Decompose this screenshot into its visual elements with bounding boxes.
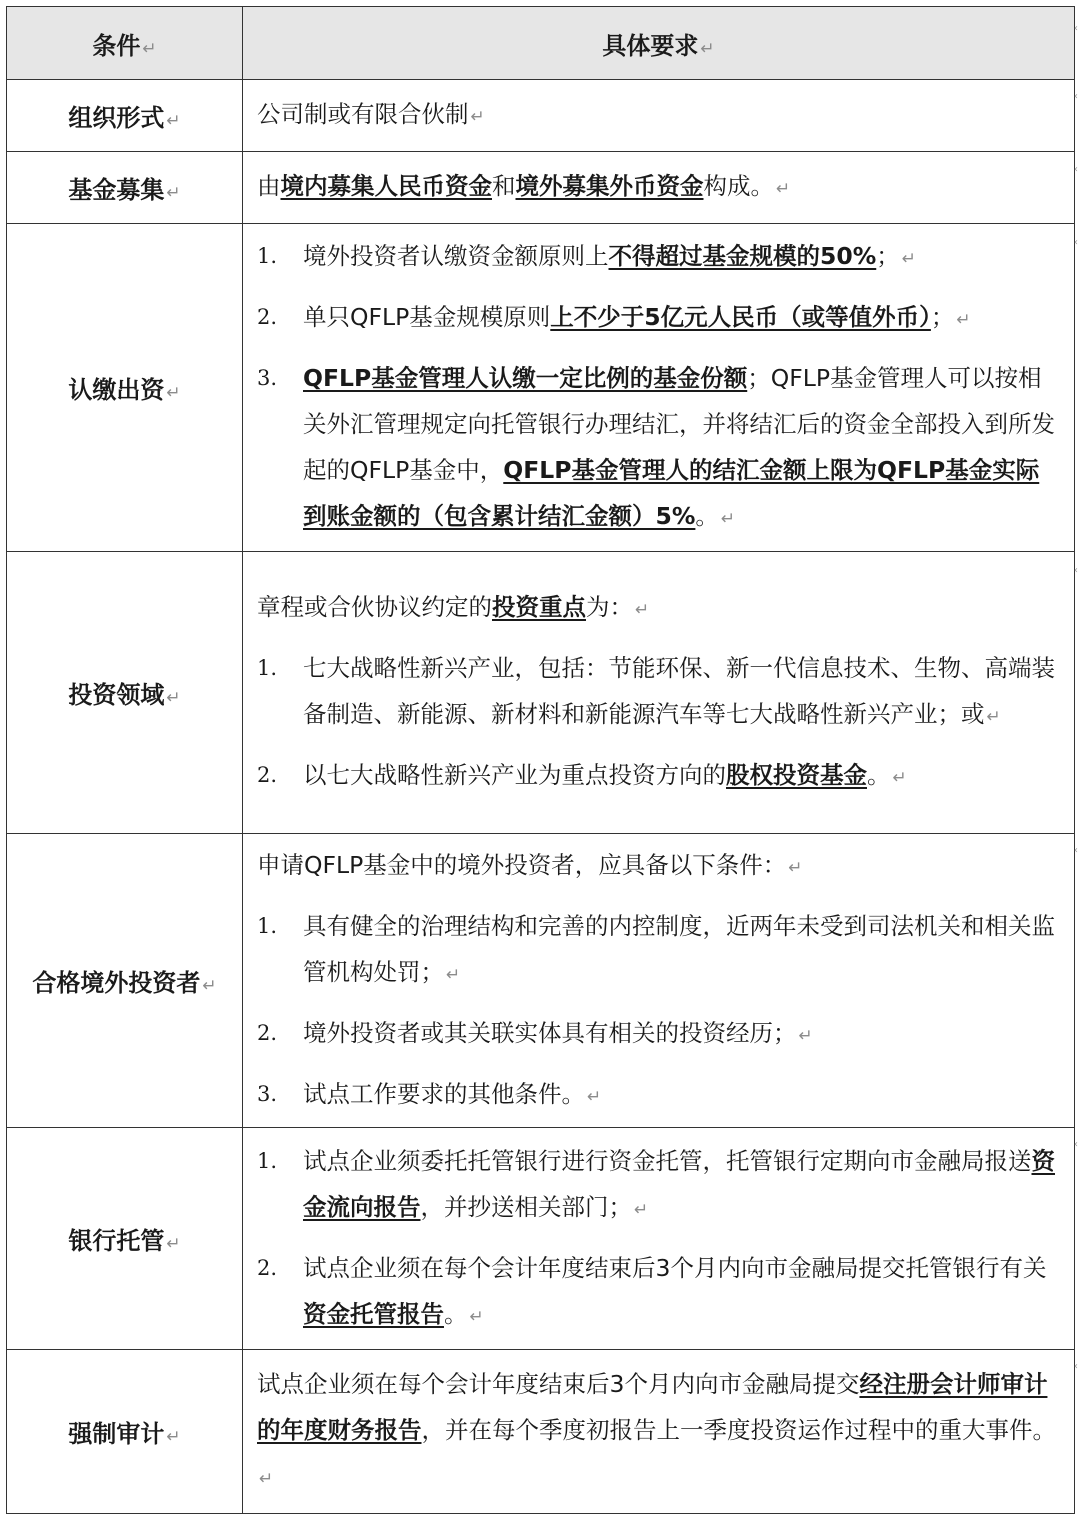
text-run: 试点企业须委托托管银行进行资金托管，托管银行定期向市金融局报送 [303,1146,1032,1175]
list-item [257,903,1062,998]
list-item-text [303,752,1062,801]
edge-marker: ‹ [1074,565,1078,576]
list-number: 1. [257,1148,278,1173]
list-item [257,1071,1062,1120]
condition-cell [7,1350,243,1514]
paragraph-mark: ↵ [901,249,916,269]
paragraph-mark: ↵ [587,1086,602,1107]
requirement-cell [243,152,1075,224]
list-item [257,294,1062,343]
list-item-text [303,1138,1062,1233]
paragraph [257,1361,1062,1502]
paragraph-spacing [257,282,1062,294]
list-number: 1. [257,656,278,680]
requirement-cell [243,1350,1075,1514]
condition-label: 组织形式 [68,104,165,132]
requirement-cell [243,1128,1075,1350]
condition-cell [7,1128,243,1350]
emphasis-text: 资金托管报告 [303,1299,444,1328]
paragraph-spacing [257,633,1062,645]
list-item-text [303,1010,1062,1059]
table-row [7,80,1075,152]
edge-marker: ‹ [1074,237,1078,248]
condition-label: 认缴出资 [68,376,165,404]
requirement-cell [243,552,1075,834]
paragraph-mark: ↵ [202,976,217,996]
list-number: 1. [257,244,278,268]
list-item-text [303,1071,1062,1120]
edge-marker: ‹ [1074,1139,1078,1150]
text-run: 公司制或有限合伙制 [257,100,469,128]
requirement-cell [243,224,1075,552]
paragraph-mark: ↵ [469,1306,484,1327]
header-row [7,7,1075,80]
condition-cell [7,552,243,834]
paragraph-mark: ↵ [142,38,157,59]
paragraph-spacing [257,343,1062,355]
requirements-table [6,6,1075,1514]
table-row [7,224,1075,552]
text-run: 和 [492,172,516,200]
text-run: 七大战略性新兴产业，包括：节能环保、新一代信息技术、生物、高端装备制造、新能源、新材料和新能源汽车等七大战略性新兴产业；或 [303,654,1055,728]
emphasis-text: 不得超过基金规模的50% [608,242,877,270]
edge-marker: ‹ [1074,845,1078,856]
header-condition: 条件 ↵ [7,7,243,80]
emphasis-text: 上不少于5亿元人民币（或等值外币） [550,303,931,331]
paragraph-mark: ↵ [166,688,181,708]
text-run: ，并在每个季度初报告上一季度投资运作过程中的重大事件。 [421,1416,1056,1444]
requirement-cell [243,80,1075,152]
list-item [257,645,1062,740]
emphasis-text: 投资重点 [492,593,586,621]
paragraph-mark: ↵ [166,111,181,131]
requirement-cell [243,834,1075,1128]
text-run: ； [930,303,955,331]
list-number: 2. [257,1255,278,1280]
emphasis-text: 境外募集外币资金 [515,172,704,200]
list-item-text [303,1245,1062,1340]
list-number: 3. [257,366,278,390]
header-requirement: 具体要求 ↵ [243,7,1075,80]
text-run: 境外投资者认缴资金额原则上 [303,242,609,270]
paragraph-spacing [257,998,1062,1010]
list-item [257,233,1062,282]
condition-label: 强制审计 [68,1420,165,1448]
text-run: 以七大战略性新兴产业为重点投资方向的 [303,761,726,789]
paragraph-mark: ↵ [956,310,971,330]
list-item [257,1138,1062,1233]
paragraph-mark: ↵ [788,857,803,878]
paragraph-mark: ↵ [700,38,715,59]
paragraph-spacing [257,1233,1062,1245]
edge-marker: ‹ [1074,91,1078,102]
list-number: 1. [257,913,278,938]
emphasis-text: 境内募集人民币资金 [280,172,492,200]
condition-cell [7,152,243,224]
edge-marker: ‹ [1074,23,1078,34]
paragraph-mark: ↵ [776,179,791,199]
table-row [7,552,1075,834]
list-item-text [303,645,1062,740]
condition-label: 投资领域 [68,681,165,709]
paragraph-mark: ↵ [446,964,461,985]
list-item-text [303,294,1062,343]
text-run: 具有健全的治理结构和完善的内控制度，近两年未受到司法机关和相关监管机构处罚； [303,911,1055,986]
paragraph-spacing [257,740,1062,752]
emphasis-text: QFLP基金管理人认缴一定比例的基金份额 [303,364,748,392]
paragraph-mark: ↵ [798,1025,813,1046]
paragraph-mark: ↵ [634,1199,649,1220]
text-run: ；QFLP基金管理人可以按相关外汇管理规定向托管银行办理结汇，并将结汇后的资金全部投入到所发起的QFLP基金中， [303,364,1055,484]
paragraph-mark: ↵ [166,183,181,203]
text-run: 试点企业须在每个会计年度结束后3个月内向市金融局提交托管银行有关 [303,1253,1047,1282]
emphasis-text: 股权投资基金 [726,761,867,789]
text-run: 章程或合伙协议约定的 [257,593,492,621]
list-item-text [303,233,1062,282]
list-number: 2. [257,1020,278,1045]
paragraph-mark: ↵ [166,1234,181,1254]
condition-label: 银行托管 [68,1227,165,1255]
emphasis-text: 资金流向报告 [303,1146,1055,1221]
text-run: ，并抄送相关部门； [420,1192,632,1221]
condition-label: 合格境外投资者 [32,969,201,997]
paragraph-mark: ↵ [720,509,736,529]
table-body [7,80,1075,1514]
list-item [257,355,1062,542]
paragraph-mark: ↵ [166,383,181,403]
text-run: ； [876,242,900,270]
paragraph-spacing [257,1059,1062,1071]
text-run: 。 [444,1299,468,1328]
list-number: 3. [257,1081,278,1106]
text-run: 。 [867,761,891,789]
condition-label: 基金募集 [68,176,165,204]
list-item-text [303,903,1062,998]
text-run: 试点工作要求的其他条件。 [303,1079,585,1108]
paragraph [257,91,1062,140]
table-row [7,1350,1075,1514]
paragraph-mark: ↵ [166,1427,181,1447]
edge-marker: ‹ [1074,1361,1078,1372]
paragraph-spacing [257,891,1062,903]
text-run: 。 [695,502,719,530]
paragraph-mark: ↵ [635,600,650,620]
condition-cell [7,834,243,1128]
list-item [257,1245,1062,1340]
text-run: 单只QFLP基金规模原则 [303,303,551,331]
text-run: 为： [586,593,633,621]
table-row [7,152,1075,224]
list-number: 2. [257,305,278,329]
condition-cell [7,224,243,552]
paragraph-mark: ↵ [259,1469,274,1489]
table-row [7,834,1075,1128]
text-run: 由 [257,172,281,200]
paragraph-mark: ↵ [892,768,907,788]
text-run: 构成。 [703,172,774,200]
list-item [257,1010,1062,1059]
paragraph [257,163,1062,212]
paragraph-mark: ↵ [986,707,1001,727]
list-item-text [303,355,1062,542]
edge-marker: ‹ [1074,164,1078,175]
emphasis-text: QFLP基金管理人的结汇金额上限为QFLP基金实际到账金额的（包含累计结汇金额）5% [303,456,1040,530]
condition-cell [7,80,243,152]
text-run: 境外投资者或其关联实体具有相关的投资经历； [303,1018,797,1047]
paragraph-mark: ↵ [470,107,485,127]
paragraph [257,842,1062,891]
text-run: 申请QFLP基金中的境外投资者，应具备以下条件： [257,850,787,879]
list-item [257,752,1062,801]
emphasis-text: 经注册会计师审计的年度财务报告 [257,1370,1048,1444]
table-row [7,1128,1075,1350]
text-run: 试点企业须在每个会计年度结束后3个月内向市金融局提交 [257,1370,860,1398]
paragraph [257,584,1062,633]
list-number: 2. [257,763,278,787]
